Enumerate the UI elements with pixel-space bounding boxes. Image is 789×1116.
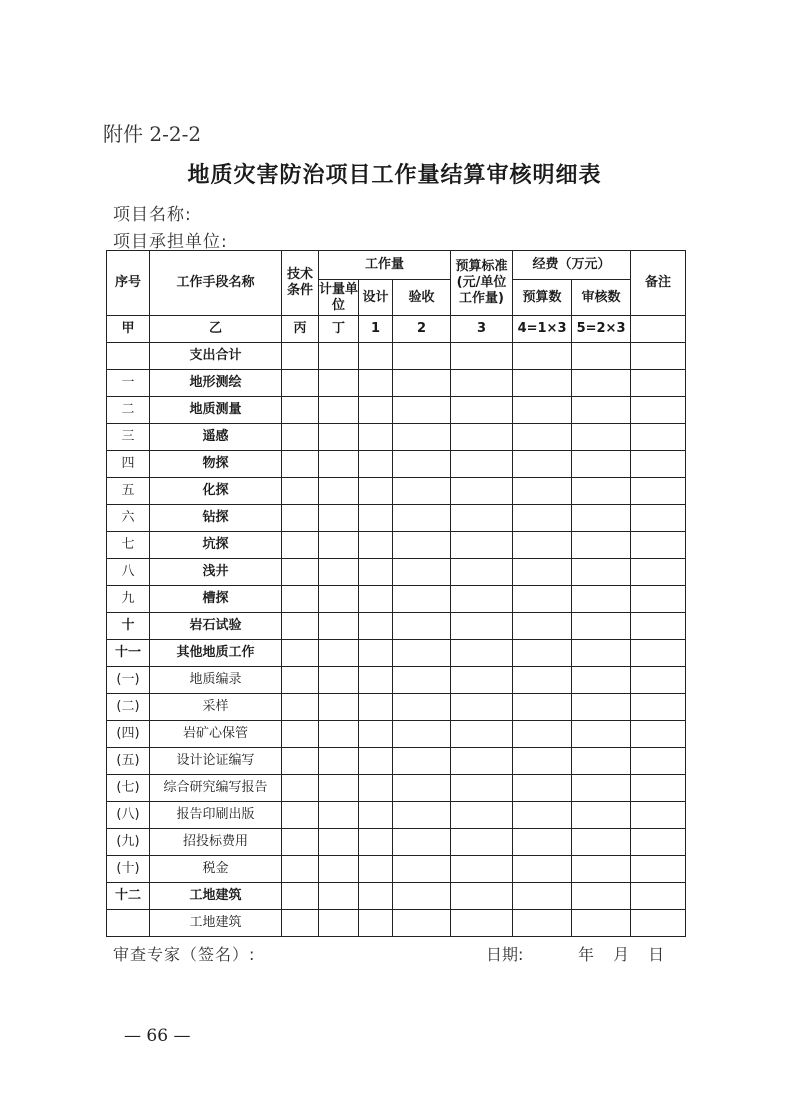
empty-cell [451,424,513,451]
empty-cell [513,775,572,802]
header-unit: 计量单位 [319,280,359,316]
empty-cell [393,532,451,559]
empty-cell [572,856,631,883]
table-row [107,370,686,397]
empty-cell [282,910,319,937]
project-name-label: 项目名称: [113,205,192,225]
header-design: 设计 [359,280,393,316]
empty-cell [631,640,686,667]
empty-cell [451,748,513,775]
row-name: 遥感 [150,424,282,451]
empty-cell [359,451,393,478]
empty-cell [282,829,319,856]
table-row [107,478,686,505]
empty-cell [572,721,631,748]
row-name: 工地建筑 [150,883,282,910]
empty-cell [572,397,631,424]
row-name: 报告印刷出版 [150,802,282,829]
empty-cell [631,397,686,424]
header-budget-amount: 预算数 [513,280,572,316]
row-seq: 二 [107,397,150,424]
table-row [107,829,686,856]
project-unit-label: 项目承担单位: [113,232,228,252]
row-seq: 九 [107,586,150,613]
empty-cell [319,829,359,856]
empty-cell [319,775,359,802]
empty-cell [513,667,572,694]
empty-cell [319,343,359,370]
empty-cell [319,856,359,883]
row-seq: 十 [107,613,150,640]
empty-cell [393,856,451,883]
empty-cell [359,667,393,694]
empty-cell [572,451,631,478]
empty-cell [319,532,359,559]
row-seq: (十) [107,856,150,883]
empty-cell [282,478,319,505]
empty-cell [451,478,513,505]
empty-cell [513,856,572,883]
empty-cell [359,640,393,667]
empty-cell [572,370,631,397]
table-row [107,883,686,910]
date-label: 日期: [486,945,524,964]
empty-cell [451,370,513,397]
table-row [107,586,686,613]
empty-cell [359,586,393,613]
row-seq: 五 [107,478,150,505]
empty-cell [572,478,631,505]
code-cell: 丁 [319,316,359,343]
empty-cell [572,613,631,640]
table-row [107,424,686,451]
row-name: 浅井 [150,559,282,586]
table-row [107,802,686,829]
empty-cell [282,343,319,370]
code-row [107,316,686,343]
empty-cell [572,802,631,829]
empty-cell [359,478,393,505]
page-number: — 66 — [124,1026,191,1046]
empty-cell [319,586,359,613]
page-title: 地质灾害防治项目工作量结算审核明细表 [187,162,602,188]
empty-cell [631,424,686,451]
empty-cell [631,829,686,856]
row-name: 采样 [150,694,282,721]
code-cell: 2 [393,316,451,343]
row-seq: (七) [107,775,150,802]
row-name: 税金 [150,856,282,883]
empty-cell [359,505,393,532]
empty-cell [319,424,359,451]
row-name: 岩石试验 [150,613,282,640]
row-seq: 八 [107,559,150,586]
empty-cell [631,532,686,559]
row-name: 坑探 [150,532,282,559]
code-cell: 乙 [150,316,282,343]
empty-cell [282,775,319,802]
empty-cell [513,721,572,748]
table-row [107,856,686,883]
empty-cell [359,343,393,370]
empty-cell [393,451,451,478]
empty-cell [282,370,319,397]
empty-cell [282,856,319,883]
empty-cell [572,775,631,802]
header-audit-amount: 审核数 [572,280,631,316]
empty-cell [393,424,451,451]
empty-cell [393,613,451,640]
row-name: 地形测绘 [150,370,282,397]
empty-cell [282,802,319,829]
empty-cell [513,586,572,613]
empty-cell [631,802,686,829]
empty-cell [282,505,319,532]
empty-cell [393,505,451,532]
attachment-label: 附件 2-2-2 [103,122,202,146]
empty-cell [393,343,451,370]
empty-cell [393,910,451,937]
code-cell: 丙 [282,316,319,343]
empty-cell [572,667,631,694]
empty-cell [513,505,572,532]
row-name: 物探 [150,451,282,478]
code-cell: 甲 [107,316,150,343]
empty-cell [393,694,451,721]
empty-cell [282,640,319,667]
empty-cell [451,586,513,613]
code-cell: 3 [451,316,513,343]
empty-cell [451,505,513,532]
code-cell: 4=1×3 [513,316,572,343]
empty-cell [451,667,513,694]
table-row [107,343,686,370]
empty-cell [393,478,451,505]
empty-cell [451,559,513,586]
empty-cell [359,829,393,856]
empty-cell [319,559,359,586]
empty-cell [359,802,393,829]
empty-cell [631,613,686,640]
empty-cell [631,856,686,883]
empty-cell [359,856,393,883]
empty-cell [513,802,572,829]
row-seq: 七 [107,532,150,559]
table-row [107,505,686,532]
empty-cell [359,370,393,397]
table-row [107,694,686,721]
row-seq: 一 [107,370,150,397]
header-workload: 工作量 [319,251,451,280]
row-seq: (四) [107,721,150,748]
empty-cell [451,802,513,829]
row-name: 钻探 [150,505,282,532]
table-row [107,613,686,640]
empty-cell [631,910,686,937]
empty-cell [572,694,631,721]
empty-cell [393,802,451,829]
empty-cell [572,559,631,586]
empty-cell [513,613,572,640]
empty-cell [282,532,319,559]
empty-cell [393,775,451,802]
empty-cell [513,343,572,370]
empty-cell [572,883,631,910]
row-name: 其他地质工作 [150,640,282,667]
row-seq [107,910,150,937]
row-name: 设计论证编写 [150,748,282,775]
empty-cell [451,775,513,802]
header-acceptance: 验收 [393,280,451,316]
empty-cell [513,829,572,856]
empty-cell [319,640,359,667]
row-name: 岩矿心保管 [150,721,282,748]
row-seq: (二) [107,694,150,721]
empty-cell [282,748,319,775]
empty-cell [513,559,572,586]
empty-cell [319,694,359,721]
header-budget-standard: 预算标准(元/单位工作量) [451,251,513,316]
empty-cell [282,397,319,424]
empty-cell [319,505,359,532]
empty-cell [513,451,572,478]
empty-cell [319,478,359,505]
empty-cell [513,397,572,424]
empty-cell [319,397,359,424]
table-row [107,559,686,586]
empty-cell [359,721,393,748]
row-seq: (九) [107,829,150,856]
row-seq: 十二 [107,883,150,910]
empty-cell [451,613,513,640]
empty-cell [393,748,451,775]
empty-cell [393,559,451,586]
empty-cell [359,748,393,775]
empty-cell [319,721,359,748]
empty-cell [359,775,393,802]
empty-cell [393,640,451,667]
empty-cell [319,451,359,478]
header-tech: 技术条件 [282,251,319,316]
empty-cell [513,370,572,397]
empty-cell [513,424,572,451]
row-seq: (八) [107,802,150,829]
empty-cell [451,721,513,748]
empty-cell [282,694,319,721]
table-row [107,640,686,667]
empty-cell [359,694,393,721]
empty-cell [572,424,631,451]
code-cell [631,316,686,343]
empty-cell [319,748,359,775]
empty-cell [451,451,513,478]
empty-cell [631,667,686,694]
table-row [107,775,686,802]
empty-cell [359,613,393,640]
empty-cell [631,478,686,505]
settlement-table [106,250,686,937]
empty-cell [631,343,686,370]
empty-cell [572,532,631,559]
empty-cell [393,397,451,424]
table-row [107,721,686,748]
empty-cell [572,829,631,856]
empty-cell [451,532,513,559]
empty-cell [319,910,359,937]
empty-cell [319,667,359,694]
empty-cell [282,424,319,451]
expert-signature-label: 审查专家（签名）: [113,945,256,964]
empty-cell [393,667,451,694]
row-name: 工地建筑 [150,910,282,937]
empty-cell [631,451,686,478]
table-row [107,748,686,775]
table-row [107,667,686,694]
empty-cell [631,775,686,802]
empty-cell [451,883,513,910]
empty-cell [282,559,319,586]
empty-cell [393,370,451,397]
empty-cell [631,559,686,586]
header-method: 工作手段名称 [150,251,282,316]
empty-cell [631,883,686,910]
empty-cell [359,397,393,424]
empty-cell [631,694,686,721]
row-seq: 三 [107,424,150,451]
empty-cell [572,505,631,532]
empty-cell [572,586,631,613]
empty-cell [513,694,572,721]
empty-cell [393,586,451,613]
empty-cell [319,613,359,640]
empty-cell [513,478,572,505]
header-remark: 备注 [631,251,686,316]
empty-cell [631,721,686,748]
empty-cell [572,640,631,667]
empty-cell [513,883,572,910]
empty-cell [319,802,359,829]
empty-cell [393,721,451,748]
header-funds: 经费（万元） [513,251,631,280]
empty-cell [282,721,319,748]
table-row [107,451,686,478]
row-name: 化探 [150,478,282,505]
empty-cell [282,667,319,694]
table-row [107,910,686,937]
empty-cell [451,640,513,667]
date-ymd: 年 月 日 [578,945,665,964]
empty-cell [359,910,393,937]
row-seq: 十一 [107,640,150,667]
empty-cell [319,370,359,397]
empty-cell [359,532,393,559]
row-seq: (一) [107,667,150,694]
empty-cell [451,694,513,721]
empty-cell [282,451,319,478]
empty-cell [513,910,572,937]
empty-cell [451,397,513,424]
empty-cell [572,343,631,370]
empty-cell [282,586,319,613]
row-seq: 六 [107,505,150,532]
empty-cell [631,586,686,613]
empty-cell [359,424,393,451]
empty-cell [572,748,631,775]
header-seq: 序号 [107,251,150,316]
empty-cell [359,559,393,586]
table-row [107,532,686,559]
row-name: 地质测量 [150,397,282,424]
row-name: 支出合计 [150,343,282,370]
row-name: 综合研究编写报告 [150,775,282,802]
table-row [107,397,686,424]
row-seq: (五) [107,748,150,775]
empty-cell [451,343,513,370]
empty-cell [572,910,631,937]
code-cell: 1 [359,316,393,343]
row-name: 招投标费用 [150,829,282,856]
row-name: 地质编录 [150,667,282,694]
row-seq [107,343,150,370]
empty-cell [513,640,572,667]
empty-cell [451,829,513,856]
empty-cell [631,748,686,775]
empty-cell [451,910,513,937]
empty-cell [393,883,451,910]
empty-cell [319,883,359,910]
empty-cell [451,856,513,883]
row-name: 槽探 [150,586,282,613]
empty-cell [631,505,686,532]
empty-cell [513,532,572,559]
empty-cell [631,370,686,397]
row-seq: 四 [107,451,150,478]
empty-cell [513,748,572,775]
empty-cell [282,883,319,910]
code-cell: 5=2×3 [572,316,631,343]
empty-cell [359,883,393,910]
empty-cell [282,613,319,640]
empty-cell [393,829,451,856]
